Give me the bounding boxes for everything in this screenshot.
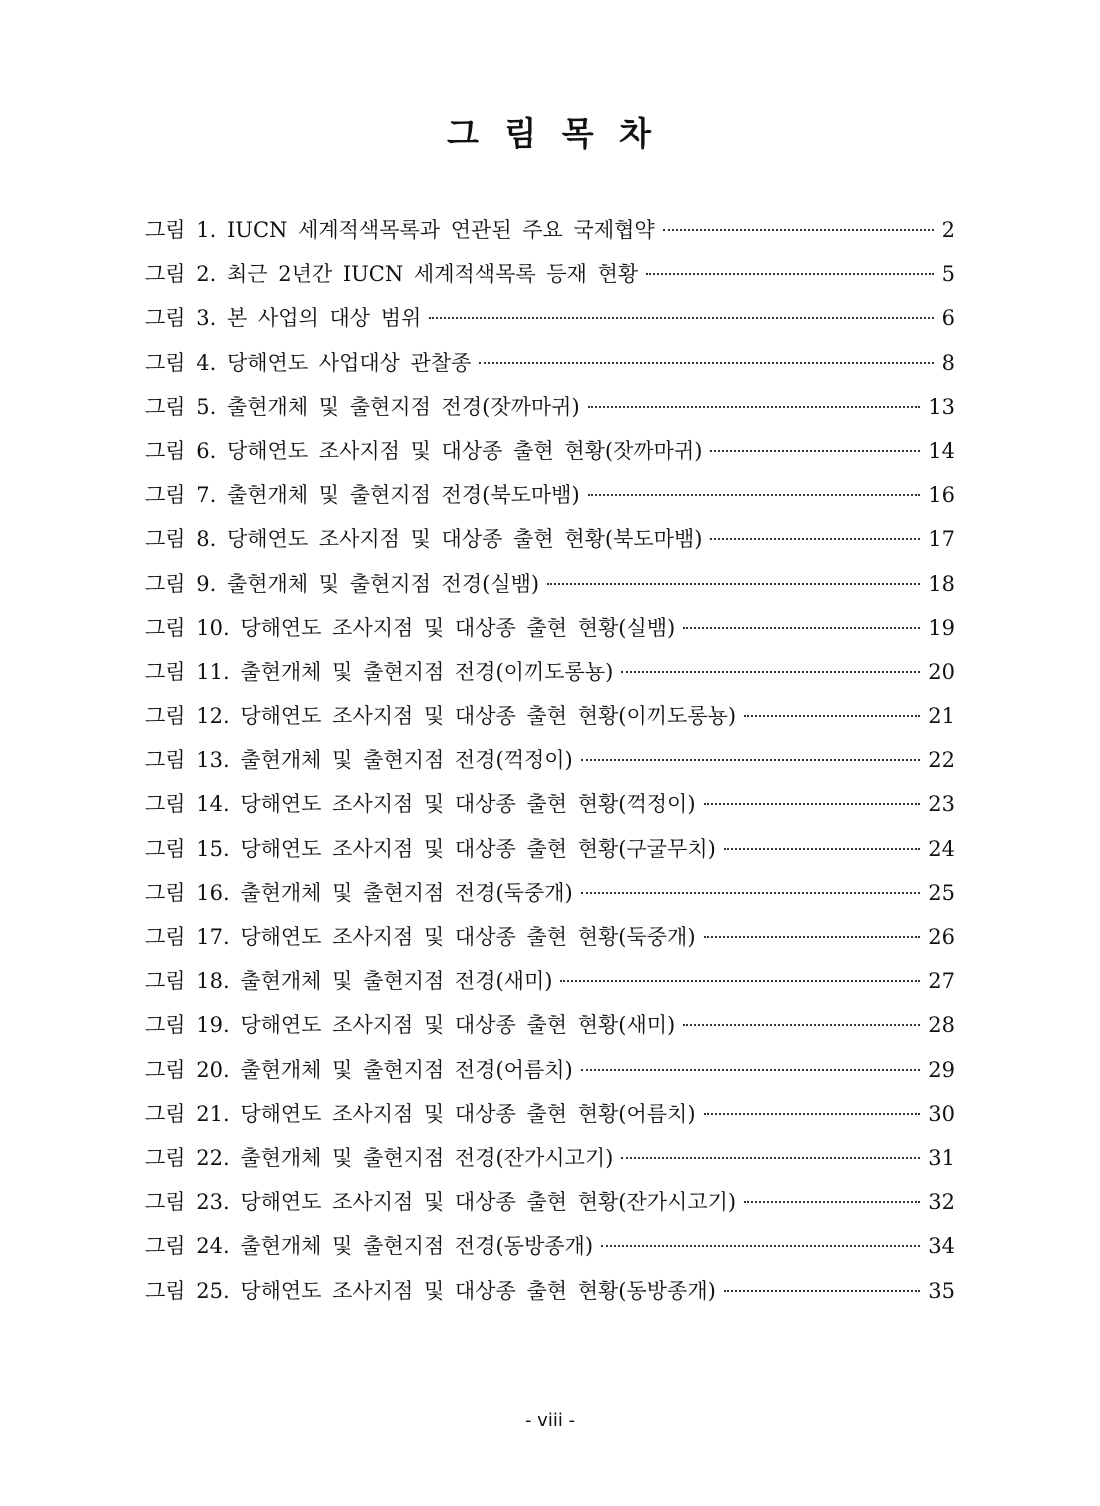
entry-label: 그림 17. 당해연도 조사지점 및 대상종 출현 현황(둑중개)	[145, 925, 696, 949]
entry-page-number: 17	[928, 527, 955, 552]
page-number-footer: - viii -	[524, 1410, 576, 1431]
toc-entry[interactable]	[145, 568, 955, 612]
dot-leader	[560, 980, 920, 982]
entry-page-number: 2	[941, 218, 955, 242]
dot-leader	[581, 892, 921, 894]
entry-label: 그림 20. 출현개체 및 출현지점 전경(어름치)	[145, 1057, 573, 1082]
entry-page-number: 5	[941, 262, 955, 287]
entry-page-number: 22	[928, 748, 955, 773]
entry-label: 그림 18. 출현개체 및 출현지점 전경(새미)	[145, 969, 553, 994]
entry-page-number: 25	[928, 880, 955, 905]
entry-label: 그림 4. 당해연도 사업대상 관찰종	[145, 350, 472, 375]
entry-page-number: 21	[928, 704, 955, 729]
entry-label: 그림 5. 출현개체 및 출현지점 전경(잣까마귀)	[145, 394, 580, 419]
toc-entry[interactable]	[145, 788, 955, 832]
dot-leader	[429, 317, 933, 319]
entry-label: 그림 1. IUCN 세계적색목록과 연관된 주요 국제협약	[145, 218, 655, 242]
entry-page-number: 24	[928, 836, 955, 861]
entry-page-number: 14	[928, 438, 955, 463]
entry-label: 그림 6. 당해연도 조사지점 및 대상종 출현 현황(잣까마귀)	[145, 438, 703, 463]
entry-label: 그림 16. 출현개체 및 출현지점 전경(둑중개)	[145, 880, 573, 905]
entry-page-number: 34	[928, 1234, 955, 1259]
dot-leader	[710, 450, 920, 452]
dot-leader	[710, 538, 920, 540]
dot-leader	[724, 848, 920, 850]
entry-page-number: 31	[928, 1145, 955, 1170]
toc-entry[interactable]	[145, 965, 955, 1009]
dot-leader	[588, 494, 921, 496]
entry-page-number: 35	[928, 1278, 955, 1303]
page-title: 그 림 목 차	[447, 114, 653, 153]
toc-entry[interactable]	[145, 612, 955, 656]
dot-leader	[479, 362, 933, 364]
entry-label: 그림 9. 출현개체 및 출현지점 전경(실뱀)	[145, 571, 540, 596]
entry-label: 그림 21. 당해연도 조사지점 및 대상종 출현 현황(어름치)	[145, 1101, 696, 1126]
dot-leader	[744, 715, 920, 717]
dot-leader	[547, 583, 920, 585]
toc-entry[interactable]	[145, 1098, 955, 1142]
toc-entry[interactable]	[145, 347, 955, 391]
entry-page-number: 16	[928, 483, 955, 508]
toc-entry[interactable]	[145, 656, 955, 700]
dot-leader	[588, 406, 921, 408]
entry-page-number: 23	[928, 792, 955, 817]
toc-entry[interactable]	[145, 921, 955, 965]
entry-label: 그림 15. 당해연도 조사지점 및 대상종 출현 현황(구굴무치)	[145, 836, 716, 861]
toc-entry[interactable]	[145, 1054, 955, 1098]
toc-entry[interactable]	[145, 1142, 955, 1186]
entry-page-number: 6	[941, 306, 955, 331]
entry-page-number: 13	[928, 394, 955, 419]
entry-label: 그림 23. 당해연도 조사지점 및 대상종 출현 현황(잔가시고기)	[145, 1190, 737, 1215]
toc-entry[interactable]	[145, 391, 955, 435]
entry-page-number: 30	[928, 1101, 955, 1126]
entry-page-number: 18	[928, 571, 955, 596]
toc-entry[interactable]	[145, 700, 955, 744]
dot-leader	[601, 1245, 920, 1247]
entry-label: 그림 10. 당해연도 조사지점 및 대상종 출현 현황(실뱀)	[145, 615, 676, 640]
dot-leader	[581, 759, 921, 761]
toc-entry[interactable]	[145, 1275, 955, 1319]
entry-page-number: 26	[928, 925, 955, 949]
dot-leader	[744, 1201, 920, 1203]
toc-entry[interactable]	[145, 523, 955, 567]
toc-entry[interactable]	[145, 435, 955, 479]
entry-label: 그림 7. 출현개체 및 출현지점 전경(북도마뱀)	[145, 483, 580, 508]
entry-label: 그림 3. 본 사업의 대상 범위	[145, 306, 422, 331]
toc-entry[interactable]	[145, 479, 955, 523]
dot-leader	[621, 1157, 920, 1159]
entry-page-number: 32	[928, 1190, 955, 1215]
dot-leader	[704, 936, 921, 938]
entry-label: 그림 11. 출현개체 및 출현지점 전경(이끼도롱뇽)	[145, 659, 614, 684]
entry-label: 그림 19. 당해연도 조사지점 및 대상종 출현 현황(새미)	[145, 1013, 676, 1038]
entry-label: 그림 14. 당해연도 조사지점 및 대상종 출현 현황(꺽정이)	[145, 792, 696, 817]
toc-entry[interactable]	[145, 214, 955, 258]
entry-label: 그림 2. 최근 2년간 IUCN 세계적색목록 등재 현황	[145, 262, 639, 287]
table-of-figures	[145, 214, 955, 1319]
entry-page-number: 29	[928, 1057, 955, 1082]
dot-leader	[704, 803, 921, 805]
toc-entry[interactable]	[145, 258, 955, 302]
toc-entry[interactable]	[145, 1230, 955, 1274]
dot-leader	[724, 1290, 920, 1292]
dot-leader	[704, 1113, 921, 1115]
toc-entry[interactable]	[145, 1009, 955, 1053]
entry-page-number: 19	[928, 615, 955, 640]
entry-label: 그림 24. 출현개체 및 출현지점 전경(동방종개)	[145, 1234, 594, 1259]
toc-entry[interactable]	[145, 833, 955, 877]
toc-entry[interactable]	[145, 744, 955, 788]
dot-leader	[581, 1069, 921, 1071]
entry-label: 그림 12. 당해연도 조사지점 및 대상종 출현 현황(이끼도롱뇽)	[145, 704, 737, 729]
entry-page-number: 8	[941, 350, 955, 375]
dot-leader	[621, 671, 920, 673]
entry-label: 그림 22. 출현개체 및 출현지점 전경(잔가시고기)	[145, 1145, 614, 1170]
toc-entry[interactable]	[145, 1186, 955, 1230]
toc-entry[interactable]	[145, 302, 955, 346]
dot-leader	[683, 627, 920, 629]
entry-label: 그림 8. 당해연도 조사지점 및 대상종 출현 현황(북도마뱀)	[145, 527, 703, 552]
entry-page-number: 28	[928, 1013, 955, 1038]
entry-page-number: 27	[928, 969, 955, 994]
entry-label: 그림 13. 출현개체 및 출현지점 전경(꺽정이)	[145, 748, 573, 773]
entry-page-number: 20	[928, 659, 955, 684]
dot-leader	[663, 229, 934, 231]
dot-leader	[646, 273, 933, 275]
entry-label: 그림 25. 당해연도 조사지점 및 대상종 출현 현황(동방종개)	[145, 1278, 716, 1303]
toc-entry[interactable]	[145, 877, 955, 921]
dot-leader	[683, 1024, 920, 1026]
